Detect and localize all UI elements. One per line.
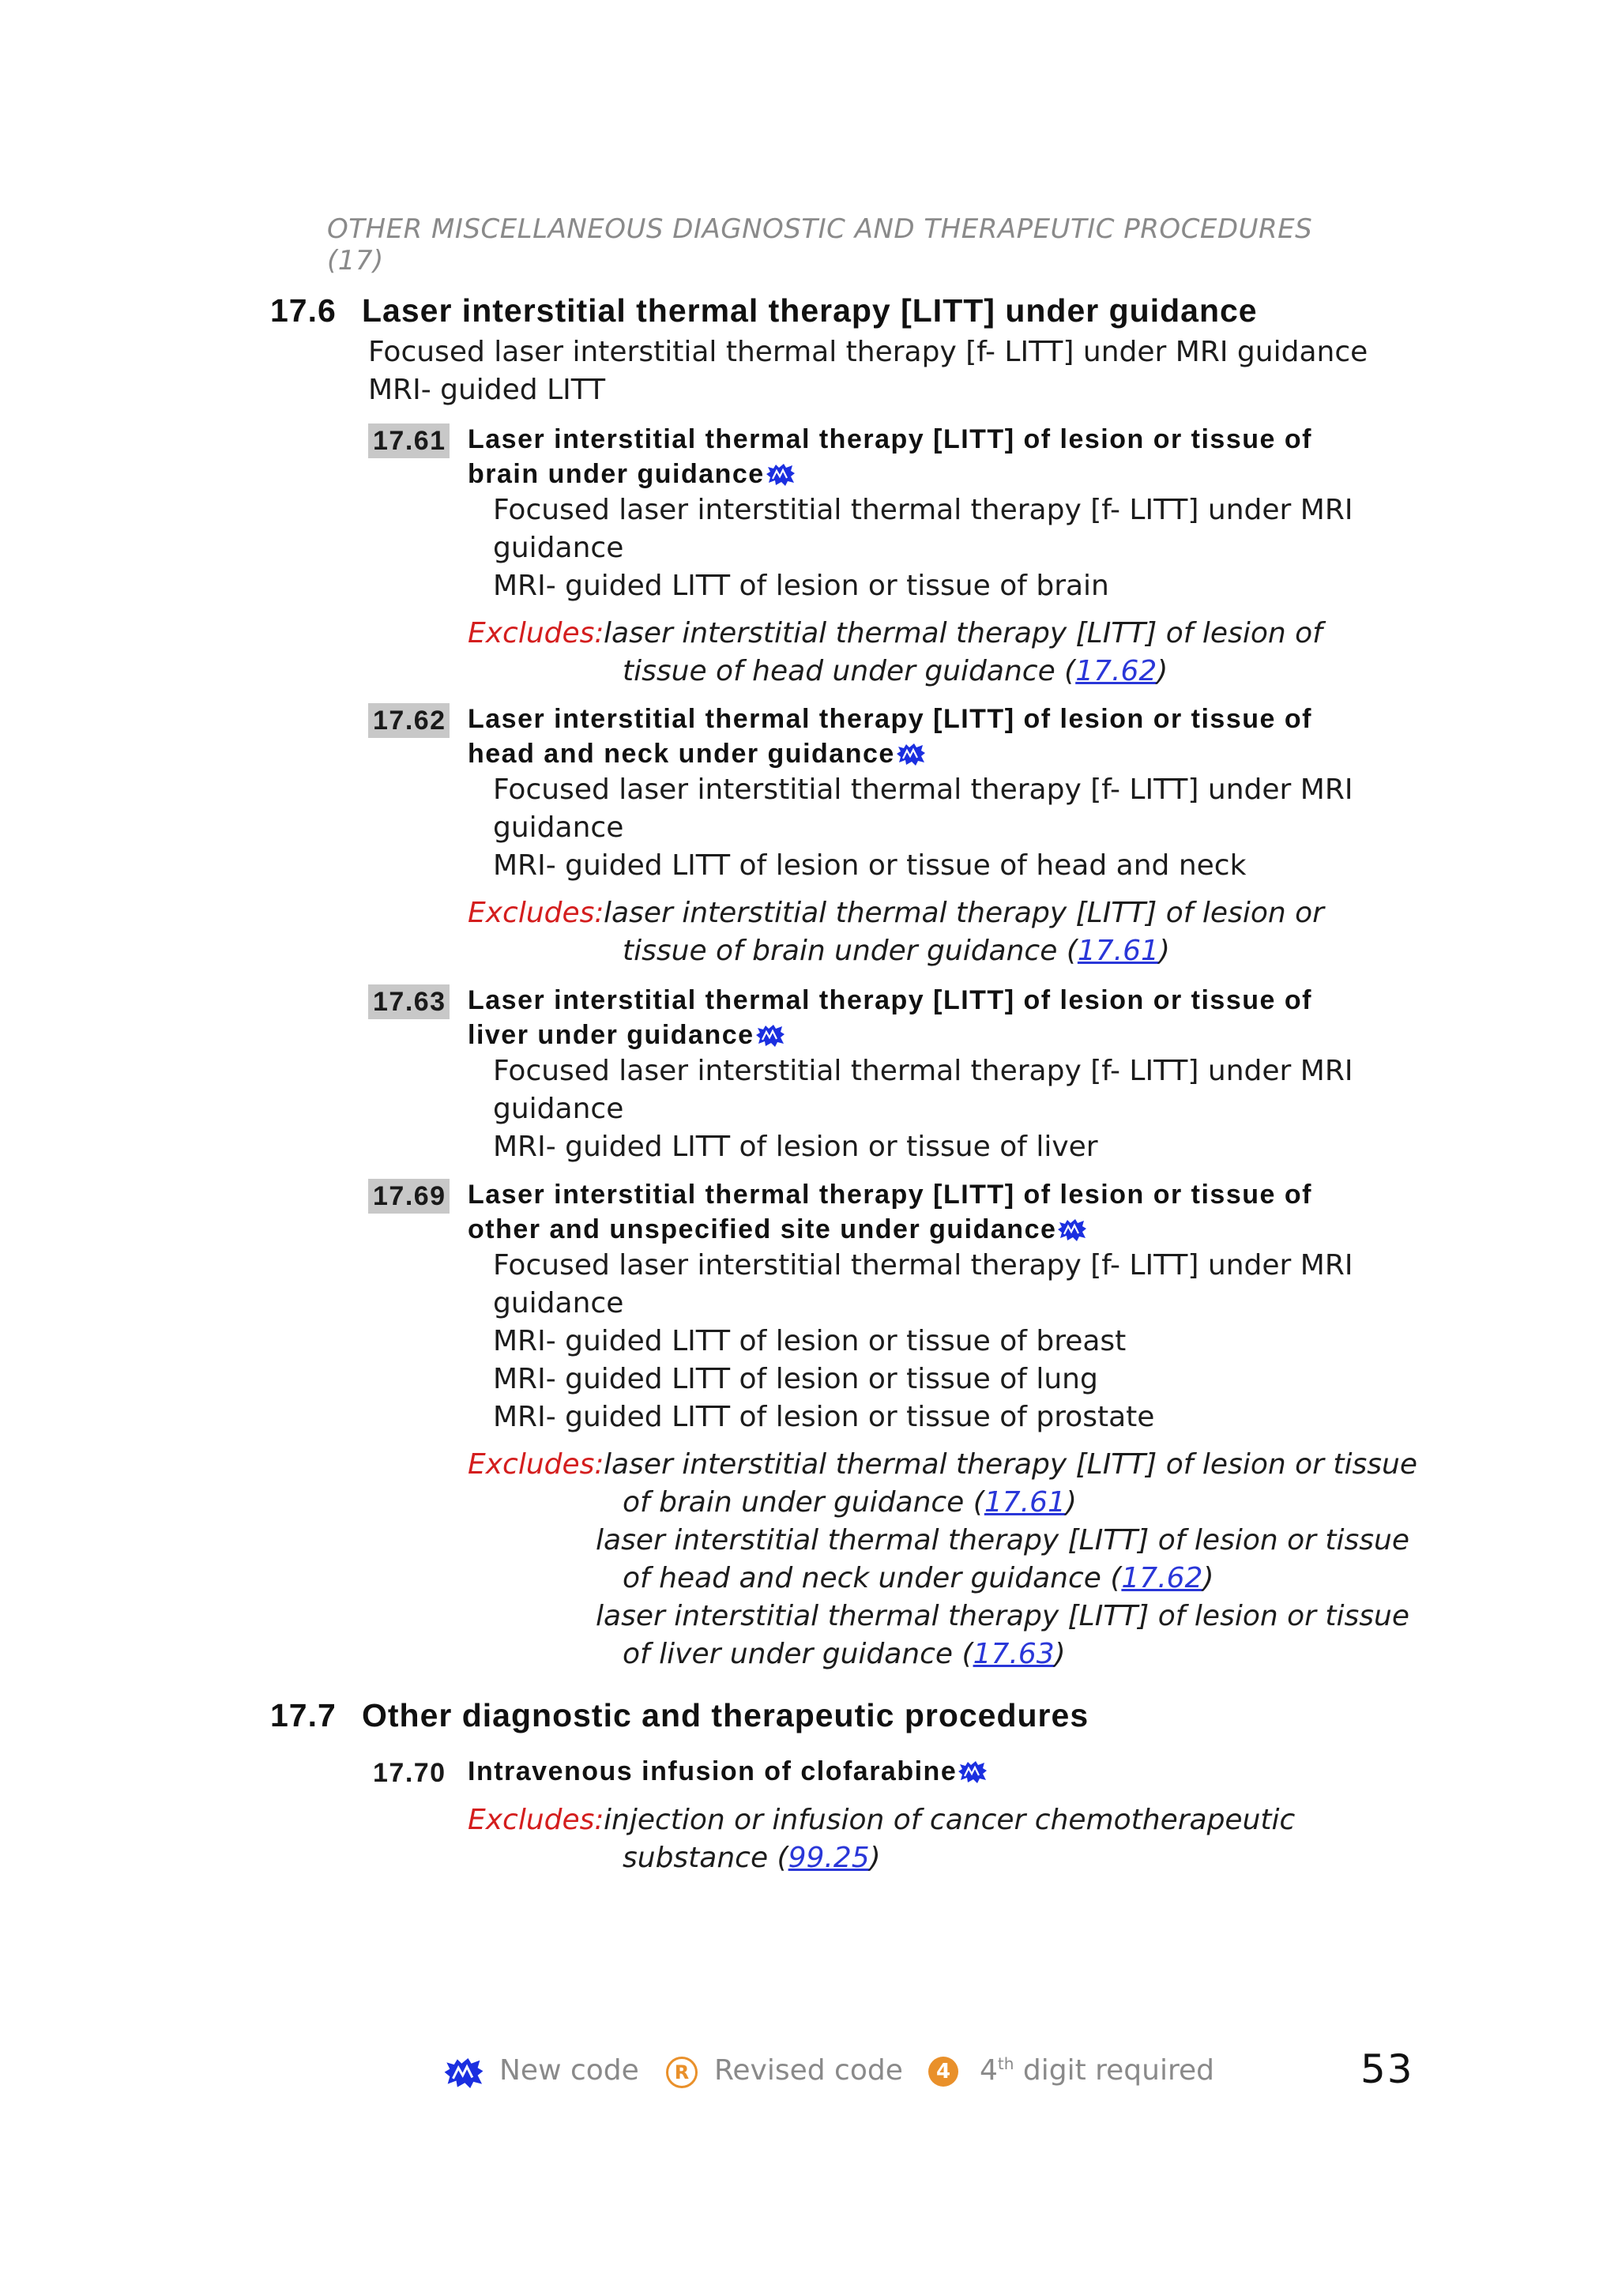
- cross-reference-link[interactable]: 99.25: [788, 1842, 870, 1874]
- code-title-text: Intravenous infusion of clofarabine: [468, 1756, 958, 1786]
- section-heading-17-6: [270, 292, 1258, 329]
- excludes-text-part: ): [1157, 655, 1168, 687]
- inclusion-line: Focused laser interstitial thermal therapy [f- LITT] under MRI: [493, 1055, 1353, 1087]
- excludes-text-part: ): [1158, 935, 1170, 967]
- excludes-text: laser interstitial thermal therapy [LITT] of lesion of: [604, 617, 1323, 649]
- excludes-text-part: tissue of brain under guidance (: [623, 935, 1078, 967]
- code-17-69: 17.69: [368, 1179, 450, 1214]
- excludes-text-part: ): [1202, 1562, 1214, 1594]
- cross-reference-link[interactable]: 17.61: [1077, 935, 1159, 967]
- inclusion-line: MRI- guided LITT of lesion or tissue of liver: [493, 1131, 1098, 1163]
- excludes-text: laser interstitial thermal therapy [LITT] of lesion or tissue: [596, 1600, 1409, 1632]
- code-17-63: 17.63: [368, 984, 450, 1019]
- code-17-61: 17.61: [368, 423, 450, 458]
- code-title-line: Laser interstitial thermal therapy [LITT] of lesion or tissue of: [468, 985, 1312, 1015]
- inclusion-line: MRI- guided LITT: [368, 374, 606, 406]
- code-17-62: 17.62: [368, 703, 450, 738]
- section-code: 17.6: [270, 292, 337, 329]
- inclusion-line: guidance: [493, 532, 624, 564]
- code-title-line: [468, 1018, 785, 1052]
- revised-code-icon: R: [666, 2057, 698, 2088]
- new-code-icon: [958, 1761, 987, 1783]
- code-title-line: [468, 1212, 1086, 1247]
- code-title-line: [468, 736, 925, 771]
- cross-reference-link[interactable]: 17.61: [984, 1486, 1066, 1519]
- code-title-text: brain under guidance: [468, 459, 765, 489]
- new-code-icon: [766, 464, 795, 486]
- new-code-icon: [444, 2058, 484, 2088]
- new-code-icon: [756, 1025, 785, 1047]
- inclusion-line: Focused laser interstitial thermal therapy [f- LITT] under MRI: [493, 494, 1353, 526]
- code-title-line: [468, 1754, 987, 1789]
- section-code: 17.7: [270, 1697, 337, 1733]
- legend-superscript: th: [997, 2054, 1014, 2073]
- code-title-line: [468, 457, 795, 491]
- excludes-text: laser interstitial thermal therapy [LITT] of lesion or tissue: [604, 1448, 1417, 1481]
- section-title: Laser interstitial thermal therapy [LITT] under guidance: [362, 292, 1258, 329]
- excludes-text: laser interstitial thermal therapy [LITT] of lesion or tissue: [596, 1524, 1409, 1556]
- excludes-text: [623, 1560, 1214, 1598]
- cross-reference-link[interactable]: 17.63: [973, 1638, 1055, 1670]
- excludes-text-part: of head and neck under guidance (: [623, 1562, 1122, 1594]
- page-number: 53: [1360, 2046, 1414, 2092]
- code-17-70: 17.70: [373, 1758, 446, 1788]
- excludes-text: injection or infusion of cancer chemotherapeutic: [604, 1804, 1296, 1836]
- code-title-text: other and unspecified site under guidance: [468, 1214, 1057, 1244]
- inclusion-line: Focused laser interstitial thermal therapy [f- LITT] under MRI: [493, 773, 1353, 806]
- inclusion-line: MRI- guided LITT of lesion or tissue of lung: [493, 1363, 1098, 1395]
- inclusion-line: MRI- guided LITT of lesion or tissue of brain: [493, 570, 1109, 602]
- inclusion-line: guidance: [493, 1287, 624, 1319]
- section-heading-17-7: [270, 1697, 1089, 1734]
- code-title-line: Laser interstitial thermal therapy [LITT] of lesion or tissue of: [468, 704, 1312, 734]
- excludes-text: [623, 1635, 1066, 1673]
- code-title-text: head and neck under guidance: [468, 739, 895, 769]
- excludes-text-part: ): [1065, 1486, 1077, 1519]
- legend-revised-code: Revised code: [714, 2054, 903, 2087]
- new-code-icon: [897, 743, 925, 766]
- excludes-text: [623, 1484, 1077, 1522]
- legend-text: digit required: [1014, 2054, 1214, 2087]
- running-header: OTHER MISCELLANEOUS DIAGNOSTIC AND THERAPEUTIC PROCEDURES (17): [327, 213, 1313, 277]
- excludes-text: laser interstitial thermal therapy [LITT] of lesion or: [604, 897, 1324, 929]
- excludes-label: Excludes:: [468, 617, 604, 649]
- fourth-digit-icon: 4: [928, 2057, 958, 2087]
- excludes-label: Excludes:: [468, 1448, 604, 1481]
- cross-reference-link[interactable]: 17.62: [1075, 655, 1157, 687]
- inclusion-line: Focused laser interstitial thermal therapy [f- LITT] under MRI: [493, 1249, 1353, 1282]
- excludes-text-part: ): [869, 1842, 881, 1874]
- legend-text: 4: [980, 2054, 998, 2087]
- code-title-line: Laser interstitial thermal therapy [LITT] of lesion or tissue of: [468, 424, 1312, 454]
- excludes-text: [623, 932, 1170, 970]
- inclusion-line: guidance: [493, 811, 624, 844]
- excludes-text: [623, 1839, 881, 1877]
- legend-fourth-digit: [980, 2054, 1214, 2087]
- excludes-text-part: substance (: [623, 1842, 788, 1874]
- excludes-label: Excludes:: [468, 1804, 604, 1836]
- code-title-text: liver under guidance: [468, 1020, 754, 1050]
- inclusion-line: guidance: [493, 1093, 624, 1125]
- inclusion-line: MRI- guided LITT of lesion or tissue of breast: [493, 1325, 1127, 1357]
- excludes-text-part: tissue of head under guidance (: [623, 655, 1076, 687]
- cross-reference-link[interactable]: 17.62: [1121, 1562, 1203, 1594]
- excludes-text-part: ): [1054, 1638, 1066, 1670]
- section-title: Other diagnostic and therapeutic procedures: [362, 1697, 1089, 1733]
- inclusion-line: MRI- guided LITT of lesion or tissue of head and neck: [493, 849, 1247, 882]
- inclusion-line: Focused laser interstitial thermal therapy [f- LITT] under MRI guidance: [368, 336, 1368, 368]
- legend-new-code: New code: [499, 2054, 639, 2087]
- code-title-line: Laser interstitial thermal therapy [LITT] of lesion or tissue of: [468, 1180, 1312, 1210]
- inclusion-line: MRI- guided LITT of lesion or tissue of prostate: [493, 1401, 1155, 1433]
- new-code-icon: [1058, 1219, 1086, 1241]
- excludes-text-part: of liver under guidance (: [623, 1638, 973, 1670]
- excludes-text: [623, 653, 1168, 691]
- excludes-label: Excludes:: [468, 897, 604, 929]
- excludes-text-part: of brain under guidance (: [623, 1486, 984, 1519]
